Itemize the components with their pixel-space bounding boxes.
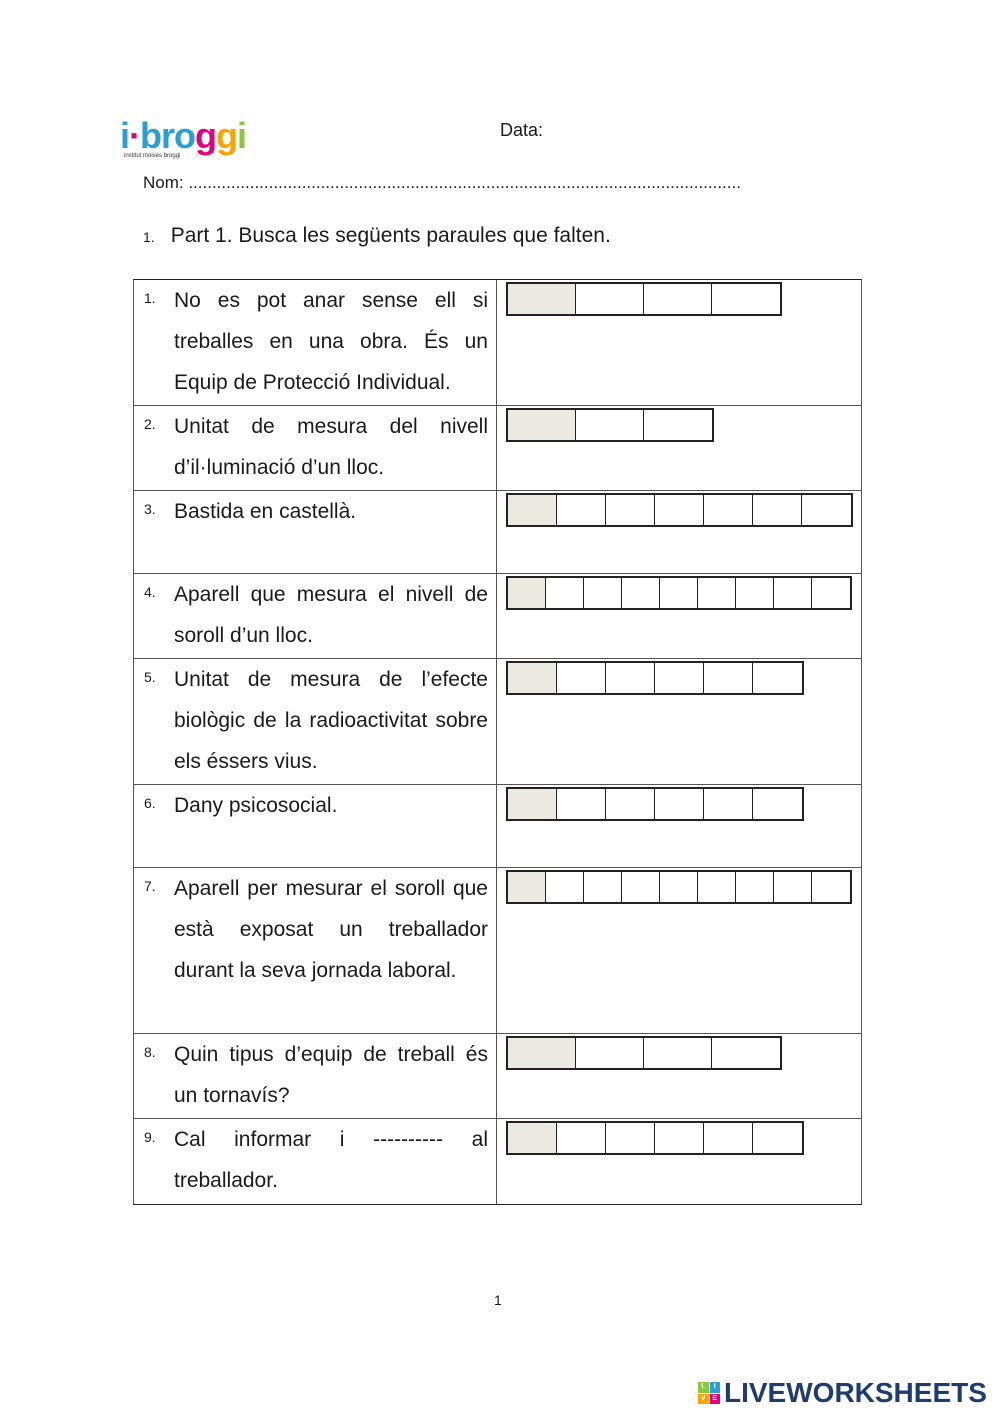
answer-letter-box[interactable] — [660, 872, 698, 902]
question-cell — [134, 574, 497, 658]
question-text: Aparell per mesurar el soroll que està exposat un treballador durant la seva jornada laboral. — [174, 877, 488, 982]
answer-letter-box[interactable] — [660, 578, 698, 608]
question-number: 9. — [144, 1129, 156, 1145]
answer-boxes — [506, 870, 852, 904]
answer-letter-box[interactable] — [812, 872, 850, 902]
question-number: 4. — [144, 584, 156, 600]
answer-letter-box[interactable] — [655, 1123, 704, 1153]
answer-letter-box[interactable] — [655, 789, 704, 819]
question-cell — [134, 1119, 497, 1204]
question-text: Unitat de mesura de l’efecte biològic de la radioactivitat sobre els éssers vius. — [174, 668, 488, 773]
question-cell — [134, 785, 497, 867]
question-row — [134, 785, 861, 868]
answer-letter-box[interactable] — [704, 1123, 753, 1153]
question-text: Quin tipus d’equip de treball és un tornavís? — [174, 1043, 488, 1107]
answer-boxes — [506, 408, 714, 442]
answer-letter-box[interactable] — [704, 495, 753, 525]
question-text: No es pot anar sense ell si treballes en una obra. És un Equip de Protecció Individual. — [174, 289, 488, 394]
question-number: 1. — [144, 290, 156, 306]
question-row — [134, 659, 861, 785]
question-number: 7. — [144, 878, 156, 894]
question-cell — [134, 1034, 497, 1118]
answer-letter-box[interactable] — [508, 663, 557, 693]
answer-letter-box[interactable] — [557, 789, 606, 819]
question-row — [134, 280, 861, 406]
question-text: Bastida en castellà. — [174, 500, 357, 523]
question-number: 2. — [144, 416, 156, 432]
answer-letter-box[interactable] — [557, 1123, 606, 1153]
school-logo-wordmark: i·broggi — [120, 115, 247, 156]
answer-letter-box[interactable] — [576, 1038, 644, 1068]
answer-letter-box[interactable] — [584, 872, 622, 902]
liveworksheets-logo — [698, 1378, 987, 1408]
answer-letter-box[interactable] — [557, 663, 606, 693]
answer-letter-box[interactable] — [655, 663, 704, 693]
question-text: Unitat de mesura del nivell d’il·luminació d’un lloc. — [174, 415, 488, 479]
question-row — [134, 1034, 861, 1119]
question-text: Cal informar i ---------- al treballador. — [174, 1128, 488, 1192]
answer-boxes — [506, 1121, 804, 1155]
question-number: 6. — [144, 795, 156, 811]
answer-letter-box[interactable] — [584, 578, 622, 608]
answer-letter-box[interactable] — [622, 872, 660, 902]
answer-boxes — [506, 493, 853, 527]
answer-letter-box[interactable] — [546, 872, 584, 902]
answer-letter-box[interactable] — [753, 1123, 802, 1153]
school-logo — [120, 115, 247, 166]
questions-table — [133, 279, 862, 1205]
answer-letter-box[interactable] — [774, 872, 812, 902]
section-title: Part 1. Busca les següents paraules que falten. — [170, 224, 611, 247]
question-cell — [134, 280, 497, 405]
answer-letter-box[interactable] — [812, 578, 850, 608]
question-text: Aparell que mesura el nivell de soroll d’un lloc. — [174, 583, 488, 647]
liveworksheets-brand: LIVEWORKSHEETS — [724, 1377, 987, 1408]
answer-letter-box[interactable] — [576, 284, 644, 314]
question-number: 8. — [144, 1044, 156, 1060]
answer-letter-box[interactable] — [644, 410, 712, 440]
question-cell — [134, 868, 497, 1033]
answer-letter-box[interactable] — [622, 578, 660, 608]
answer-boxes — [506, 661, 804, 695]
answer-letter-box[interactable] — [606, 1123, 655, 1153]
answer-letter-box[interactable] — [712, 284, 780, 314]
answer-letter-box[interactable] — [508, 578, 546, 608]
page-number: 1 — [494, 1292, 502, 1308]
question-row — [134, 406, 861, 491]
section-number: 1. — [143, 229, 155, 245]
answer-letter-box[interactable] — [736, 872, 774, 902]
answer-letter-box[interactable] — [508, 284, 576, 314]
answer-letter-box[interactable] — [508, 1038, 576, 1068]
answer-letter-box[interactable] — [712, 1038, 780, 1068]
liveworksheets-icon: L I V E — [698, 1382, 720, 1404]
question-row — [134, 868, 861, 1034]
question-row — [134, 574, 861, 659]
date-label: Data: — [500, 120, 544, 140]
answer-letter-box[interactable] — [606, 663, 655, 693]
answer-letter-box[interactable] — [774, 578, 812, 608]
answer-letter-box[interactable] — [802, 495, 851, 525]
answer-boxes — [506, 282, 782, 316]
question-text: Dany psicosocial. — [174, 794, 338, 817]
answer-letter-box[interactable] — [753, 663, 802, 693]
answer-letter-box[interactable] — [736, 578, 774, 608]
answer-letter-box[interactable] — [606, 789, 655, 819]
answer-letter-box[interactable] — [508, 872, 546, 902]
school-logo-subtitle: institut moisès broggi — [124, 153, 181, 159]
question-cell — [134, 406, 497, 490]
answer-letter-box[interactable] — [644, 284, 712, 314]
question-number: 5. — [144, 669, 156, 685]
answer-letter-box[interactable] — [644, 1038, 712, 1068]
section-heading — [143, 224, 611, 248]
answer-boxes — [506, 787, 804, 821]
answer-letter-box[interactable] — [576, 410, 644, 440]
answer-letter-box[interactable] — [698, 872, 736, 902]
answer-letter-box[interactable] — [655, 495, 704, 525]
answer-letter-box[interactable] — [557, 495, 606, 525]
answer-boxes — [506, 1036, 782, 1070]
question-number: 3. — [144, 501, 156, 517]
answer-letter-box[interactable] — [753, 495, 802, 525]
answer-letter-box[interactable] — [704, 663, 753, 693]
answer-letter-box[interactable] — [753, 789, 802, 819]
answer-letter-box[interactable] — [606, 495, 655, 525]
answer-letter-box[interactable] — [698, 578, 736, 608]
question-row — [134, 491, 861, 574]
answer-letter-box[interactable] — [704, 789, 753, 819]
question-cell — [134, 659, 497, 784]
answer-letter-box[interactable] — [508, 789, 557, 819]
answer-letter-box[interactable] — [546, 578, 584, 608]
answer-letter-box[interactable] — [508, 1123, 557, 1153]
question-cell — [134, 491, 497, 573]
name-field[interactable]: Nom: ..................................................................................................................... — [143, 173, 741, 192]
answer-letter-box[interactable] — [508, 495, 557, 525]
question-row — [134, 1119, 861, 1204]
answer-boxes — [506, 576, 852, 610]
answer-letter-box[interactable] — [508, 410, 576, 440]
